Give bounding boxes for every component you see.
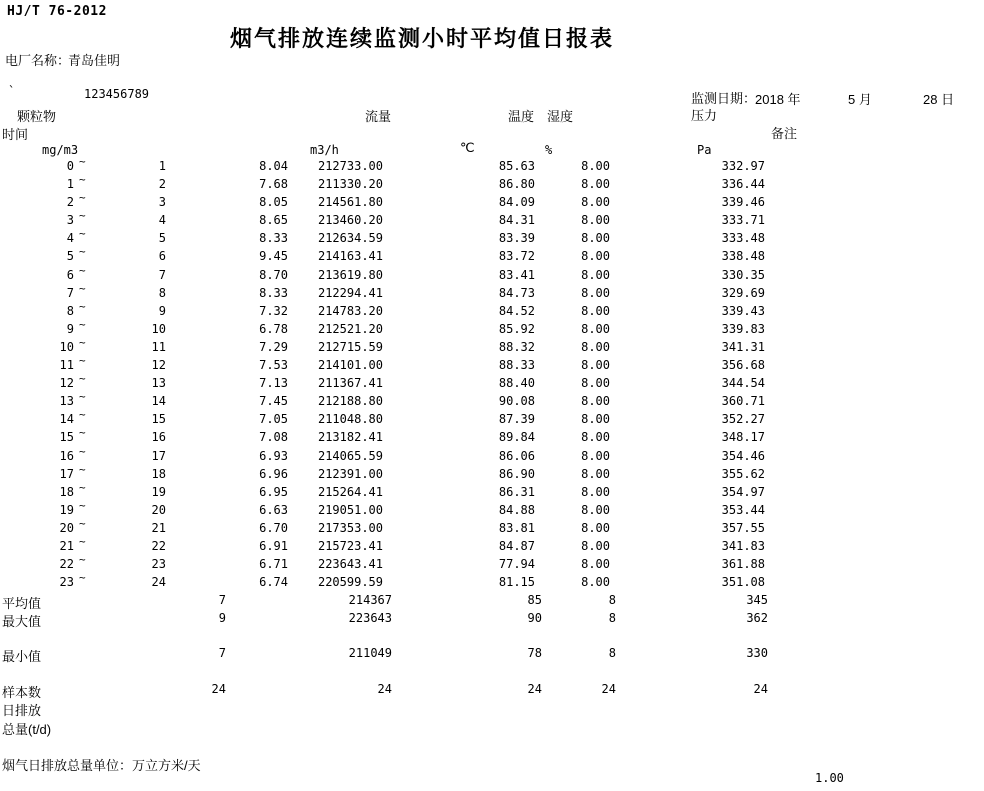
cell-temperature: 86.31 (498, 484, 535, 499)
cell-humidity: 8.00 (581, 557, 610, 572)
cell-temperature: 85 (527, 593, 542, 607)
cell-pressure: 333.71 (721, 213, 765, 228)
cell-hour-start: 12 (59, 376, 74, 391)
cell-flow: 223643 (348, 611, 392, 625)
cell-pressure: 356.68 (721, 358, 765, 373)
cell-particulate: 6.78 (259, 321, 288, 336)
cell-hour-start: 19 (59, 502, 74, 517)
column-header-pressure: 压力 (691, 108, 718, 123)
cell-humidity: 8.00 (581, 231, 610, 246)
cell-humidity: 8.00 (581, 285, 610, 300)
cell-particulate: 24 (211, 682, 226, 696)
tilde-separator: ~ (79, 444, 86, 458)
cell-hour-end: 21 (151, 520, 166, 535)
table-row (0, 553, 984, 575)
cell-humidity: 8 (608, 611, 616, 625)
daily-emission-label-line1: 日排放 (2, 703, 42, 718)
cell-particulate: 7.05 (259, 412, 288, 427)
cell-flow: 24 (377, 682, 392, 696)
unit-flow: m3/h (310, 143, 339, 157)
table-row (0, 426, 984, 448)
tilde-separator: ~ (79, 354, 86, 368)
cell-hour-start: 5 (66, 249, 74, 264)
cell-hour-start: 23 (59, 575, 74, 590)
unit-particulate: mg/m3 (42, 143, 79, 157)
column-header-temperature: 温度 (508, 109, 535, 124)
cell-hour-end: 20 (151, 502, 166, 517)
summary-row-maximum (0, 611, 984, 629)
cell-pressure: 341.31 (721, 339, 765, 354)
tilde-separator: ~ (79, 191, 86, 205)
tilde-separator: ~ (79, 372, 86, 386)
monitor-date-month: 5 月 (848, 92, 872, 107)
cell-pressure: 330 (746, 646, 768, 660)
tilde-separator: ~ (79, 263, 86, 277)
unit-temperature: ℃ (460, 140, 475, 155)
cell-humidity: 8.00 (581, 195, 610, 210)
table-row (0, 209, 984, 231)
cell-pressure: 357.55 (721, 520, 765, 535)
cell-flow: 212294.41 (317, 285, 383, 300)
tilde-separator: ~ (79, 317, 86, 331)
cell-temperature: 90.08 (498, 394, 535, 409)
cell-humidity: 8.00 (581, 321, 610, 336)
tilde-separator: ~ (79, 426, 86, 440)
cell-flow: 212634.59 (317, 231, 383, 246)
cell-flow: 212521.20 (317, 321, 383, 336)
cell-hour-end: 12 (151, 358, 166, 373)
cell-flow: 215264.41 (317, 484, 383, 499)
cell-particulate: 7.29 (259, 339, 288, 354)
monitor-date-year: 2018 年 (755, 92, 801, 107)
cell-pressure: 355.62 (721, 466, 765, 481)
tilde-separator: ~ (79, 516, 86, 530)
cell-temperature: 83.39 (498, 231, 535, 246)
cell-flow: 211048.80 (317, 412, 383, 427)
cell-humidity: 8.00 (581, 412, 610, 427)
cell-hour-start: 22 (59, 557, 74, 572)
cell-particulate: 7.32 (259, 303, 288, 318)
cell-flow: 211049 (348, 646, 392, 660)
table-row (0, 372, 984, 394)
cell-hour-end: 19 (151, 484, 166, 499)
cell-temperature: 84.52 (498, 303, 535, 318)
tilde-separator: ~ (79, 209, 86, 223)
cell-pressure: 336.44 (721, 177, 765, 192)
table-row (0, 534, 984, 557)
cell-flow: 214101.00 (317, 358, 383, 373)
cell-hour-start: 10 (59, 339, 74, 354)
cell-flow: 214065.59 (317, 448, 383, 463)
cell-hour-start: 2 (66, 195, 74, 210)
cell-pressure: 362 (746, 611, 768, 625)
cell-particulate: 8.04 (259, 159, 288, 173)
cell-humidity: 8.00 (581, 249, 610, 264)
summary-label: 样本数 (2, 685, 42, 700)
cell-flow: 219051.00 (317, 502, 383, 517)
cell-humidity: 8.00 (581, 575, 610, 590)
cell-particulate: 6.70 (259, 520, 288, 535)
tilde-separator: ~ (79, 408, 86, 422)
tilde-separator: ~ (79, 155, 86, 168)
cell-hour-end: 17 (151, 448, 166, 463)
cell-temperature: 83.81 (498, 520, 535, 535)
cell-temperature: 77.94 (498, 557, 535, 572)
cell-flow: 214783.20 (317, 303, 383, 318)
cell-pressure: 353.44 (721, 502, 765, 517)
column-header-humidity: 湿度 (547, 109, 574, 124)
table-row (0, 245, 984, 267)
table-row (0, 571, 984, 593)
cell-temperature: 88.32 (498, 339, 535, 354)
cell-hour-start: 6 (66, 267, 74, 282)
cell-flow: 223643.41 (317, 557, 383, 572)
cell-temperature: 84.87 (498, 538, 535, 553)
cell-hour-end: 14 (151, 394, 166, 409)
emission-total-unit-note: 烟气日排放总量单位：万立方米/天 (2, 758, 201, 773)
cell-particulate: 7 (218, 646, 226, 660)
cell-temperature: 88.33 (498, 358, 535, 373)
column-header-remark: 备注 (771, 126, 798, 141)
cell-humidity: 8.00 (581, 448, 610, 463)
cell-pressure: 333.48 (721, 231, 765, 246)
cell-particulate: 7.68 (259, 177, 288, 192)
cell-flow: 217353.00 (317, 520, 383, 535)
cell-pressure: 332.97 (721, 159, 765, 173)
tilde-separator: ~ (79, 553, 86, 567)
cell-particulate: 7.08 (259, 430, 288, 445)
table-row (0, 227, 984, 249)
cell-hour-start: 13 (59, 394, 74, 409)
cell-particulate: 8.33 (259, 285, 288, 300)
cell-flow: 212188.80 (317, 394, 383, 409)
cell-hour-start: 8 (66, 303, 74, 318)
cell-pressure: 354.97 (721, 484, 765, 499)
cell-particulate: 6.63 (259, 502, 288, 517)
cell-pressure: 24 (753, 682, 768, 696)
table-row (0, 173, 984, 195)
cell-hour-start: 15 (59, 430, 74, 445)
cell-flow: 213182.41 (317, 430, 383, 445)
tilde-separator: ~ (79, 571, 86, 585)
cell-hour-end: 7 (158, 267, 166, 282)
cell-particulate: 6.95 (259, 484, 288, 499)
cell-temperature: 78 (527, 646, 542, 660)
cell-pressure: 344.54 (721, 376, 765, 391)
tilde-separator: ~ (79, 227, 86, 241)
tilde-separator: ~ (79, 480, 86, 494)
cell-hour-end: 4 (158, 213, 166, 228)
tilde-separator: ~ (79, 335, 86, 349)
cell-hour-start: 17 (59, 466, 74, 481)
cell-pressure: 341.83 (721, 538, 765, 553)
cell-hour-end: 2 (158, 177, 166, 192)
cell-particulate: 9 (218, 611, 226, 625)
cell-temperature: 86.90 (498, 466, 535, 481)
cell-particulate: 7.53 (259, 358, 288, 373)
table-row (0, 335, 984, 358)
cell-hour-end: 22 (151, 538, 166, 553)
table-row (0, 462, 984, 485)
cell-humidity: 8.00 (581, 213, 610, 228)
cell-hour-end: 8 (158, 285, 166, 300)
cell-hour-end: 3 (158, 195, 166, 210)
table-row (0, 299, 984, 322)
tilde-separator: ~ (79, 173, 86, 187)
cell-temperature: 90 (527, 611, 542, 625)
summary-label: 最大值 (2, 614, 42, 629)
cell-flow: 213619.80 (317, 267, 383, 282)
cell-temperature: 84.09 (498, 195, 535, 210)
unit-humidity: % (545, 143, 553, 157)
cell-hour-end: 6 (158, 249, 166, 264)
cell-humidity: 8.00 (581, 484, 610, 499)
cell-temperature: 85.63 (498, 159, 535, 173)
tilde-separator: ~ (79, 390, 86, 404)
cell-pressure: 330.35 (721, 267, 765, 282)
cell-humidity: 8.00 (581, 466, 610, 481)
summary-row-minimum (0, 646, 984, 664)
table-row (0, 191, 984, 213)
cell-hour-end: 10 (151, 321, 166, 336)
cell-hour-start: 20 (59, 520, 74, 535)
cell-pressure: 354.46 (721, 448, 765, 463)
cell-particulate: 7.45 (259, 394, 288, 409)
summary-label: 平均值 (2, 596, 42, 611)
cell-flow: 215723.41 (317, 538, 383, 553)
table-row (0, 354, 984, 376)
tilde-separator: ~ (79, 281, 86, 295)
cell-hour-end: 11 (151, 339, 166, 354)
cell-humidity: 8.00 (581, 339, 610, 354)
cell-hour-start: 1 (66, 177, 74, 192)
summary-label: 最小值 (2, 649, 42, 664)
cell-pressure: 339.46 (721, 195, 765, 210)
cell-humidity: 8.00 (581, 394, 610, 409)
table-row (0, 444, 984, 467)
table-row (0, 263, 984, 286)
cell-flow: 213460.20 (317, 213, 383, 228)
cell-hour-start: 18 (59, 484, 74, 499)
cell-hour-start: 21 (59, 538, 74, 553)
cell-humidity: 8.00 (581, 159, 610, 173)
table-row (0, 516, 984, 539)
table-row (0, 408, 984, 430)
page-number: 1.00 (815, 771, 844, 785)
cell-humidity: 8.00 (581, 502, 610, 517)
cell-particulate: 6.91 (259, 538, 288, 553)
cell-particulate: 6.96 (259, 466, 288, 481)
cell-particulate: 8.70 (259, 267, 288, 282)
cell-hour-end: 23 (151, 557, 166, 572)
cell-hour-end: 24 (151, 575, 166, 590)
cell-particulate: 7.13 (259, 376, 288, 391)
standard-code: HJ/T 76-2012 (7, 4, 107, 19)
cell-hour-start: 4 (66, 231, 74, 246)
cell-hour-start: 9 (66, 321, 74, 336)
table-row (0, 155, 984, 177)
tilde-separator: ~ (79, 299, 86, 313)
cell-flow: 212733.00 (317, 159, 383, 173)
cell-hour-end: 16 (151, 430, 166, 445)
cell-hour-end: 15 (151, 412, 166, 427)
report-title: 烟气排放连续监测小时平均值日报表 (230, 26, 615, 51)
cell-humidity: 8.00 (581, 267, 610, 282)
cell-temperature: 86.06 (498, 448, 535, 463)
cell-hour-start: 16 (59, 448, 74, 463)
cell-temperature: 88.40 (498, 376, 535, 391)
cell-pressure: 338.48 (721, 249, 765, 264)
column-header-time: 时间 (2, 127, 29, 142)
cell-hour-end: 18 (151, 466, 166, 481)
cell-hour-start: 11 (59, 358, 74, 373)
cell-humidity: 8.00 (581, 520, 610, 535)
summary-row-sample-count (0, 682, 984, 700)
cell-flow: 211367.41 (317, 376, 383, 391)
cell-hour-end: 13 (151, 376, 166, 391)
cell-humidity: 8.00 (581, 430, 610, 445)
cell-pressure: 339.83 (721, 321, 765, 336)
cell-flow: 211330.20 (317, 177, 383, 192)
monitor-date-label: 监测日期： (691, 91, 757, 106)
cell-temperature: 84.73 (498, 285, 535, 300)
cell-hour-start: 0 (66, 159, 74, 173)
table-row (0, 480, 984, 503)
cell-pressure: 339.43 (721, 303, 765, 318)
unit-pressure: Pa (697, 143, 712, 157)
cell-flow: 212391.00 (317, 466, 383, 481)
cell-pressure: 360.71 (721, 394, 765, 409)
table-row (0, 498, 984, 521)
cell-humidity: 8.00 (581, 177, 610, 192)
cell-temperature: 24 (527, 682, 542, 696)
cell-particulate: 6.74 (259, 575, 288, 590)
cell-particulate: 6.93 (259, 448, 288, 463)
summary-row-average (0, 593, 984, 611)
cell-particulate: 6.71 (259, 557, 288, 572)
serial-number: 123456789 (84, 87, 150, 101)
cell-temperature: 87.39 (498, 412, 535, 427)
cell-temperature: 84.31 (498, 213, 535, 228)
cell-temperature: 83.72 (498, 249, 535, 264)
cell-pressure: 348.17 (721, 430, 765, 445)
column-header-particulate: 颗粒物 (17, 109, 57, 124)
cell-particulate: 7 (218, 593, 226, 607)
tilde-separator: ~ (79, 462, 86, 476)
cell-temperature: 83.41 (498, 267, 535, 282)
monitor-date-day: 28 日 (923, 92, 955, 107)
tilde-separator: ~ (79, 245, 86, 259)
cell-particulate: 9.45 (259, 249, 288, 264)
cell-pressure: 352.27 (721, 412, 765, 427)
cell-flow: 214163.41 (317, 249, 383, 264)
stray-mark: ` (8, 84, 16, 98)
cell-humidity: 8.00 (581, 376, 610, 391)
cell-hour-end: 1 (158, 159, 166, 173)
cell-humidity: 8.00 (581, 358, 610, 373)
cell-humidity: 8.00 (581, 538, 610, 553)
cell-hour-start: 14 (59, 412, 74, 427)
cell-temperature: 85.92 (498, 321, 535, 336)
cell-temperature: 84.88 (498, 502, 535, 517)
tilde-separator: ~ (79, 534, 86, 548)
cell-pressure: 329.69 (721, 285, 765, 300)
cell-flow: 212715.59 (317, 339, 383, 354)
cell-particulate: 8.33 (259, 231, 288, 246)
cell-temperature: 86.80 (498, 177, 535, 192)
cell-hour-start: 3 (66, 213, 74, 228)
tilde-separator: ~ (79, 498, 86, 512)
cell-temperature: 81.15 (498, 575, 535, 590)
cell-pressure: 345 (746, 593, 768, 607)
table-row (0, 390, 984, 412)
cell-hour-end: 5 (158, 231, 166, 246)
cell-flow: 214561.80 (317, 195, 383, 210)
plant-name-value: 青岛佳明 (68, 53, 121, 68)
hourly-table (0, 155, 984, 593)
cell-particulate: 8.05 (259, 195, 288, 210)
cell-hour-end: 9 (158, 303, 166, 318)
table-row (0, 317, 984, 340)
cell-flow: 220599.59 (317, 575, 383, 590)
daily-emission-label-line2: 总量(t/d) (2, 722, 52, 737)
cell-pressure: 361.88 (721, 557, 765, 572)
plant-name-label: 电厂名称： (5, 53, 71, 68)
cell-humidity: 24 (601, 682, 616, 696)
column-header-flow: 流量 (365, 109, 392, 124)
cell-humidity: 8 (608, 593, 616, 607)
cell-humidity: 8 (608, 646, 616, 660)
cell-particulate: 8.65 (259, 213, 288, 228)
table-row (0, 281, 984, 304)
cell-temperature: 89.84 (498, 430, 535, 445)
cell-pressure: 351.08 (721, 575, 765, 590)
cell-hour-start: 7 (66, 285, 74, 300)
cell-flow: 214367 (348, 593, 392, 607)
cell-humidity: 8.00 (581, 303, 610, 318)
